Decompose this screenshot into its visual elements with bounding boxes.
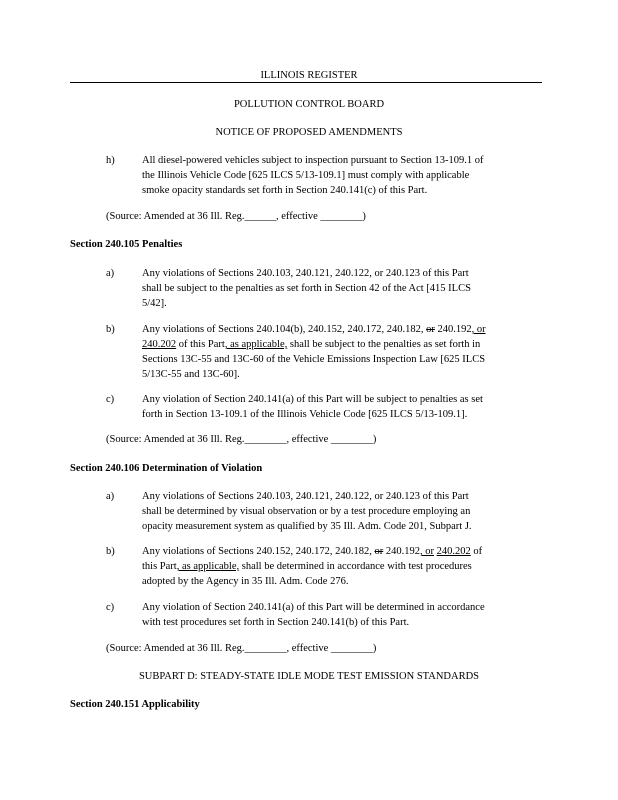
- section-heading-240-151: Section 240.151 Applicability: [70, 699, 200, 710]
- text-line: opacity measurement system as qualified by 35 Ill. Adm. Code 201, Subpart J.: [142, 521, 472, 532]
- item-b-label: b): [106, 546, 115, 557]
- text-line: Any violations of Sections 240.103, 240.121, 240.122, or 240.123 of this Part: [142, 268, 469, 279]
- text-line: Sections 13C-55 and 13C-60 of the Vehicle Emissions Inspection Law [625 ILCS: [142, 354, 486, 365]
- item-b-text: [142, 544, 544, 589]
- inserted-text: 240.202: [142, 339, 177, 350]
- text-line: this Part, as applicable, shall be determined in accordance with test procedures: [142, 561, 472, 572]
- item-c-label: c): [106, 394, 115, 405]
- source-note: (Source: Amended at 36 Ill. Reg.______, effective ________): [106, 211, 366, 222]
- text-line: adopted by the Agency in 35 Ill. Adm. Code 276.: [142, 576, 349, 587]
- item-h-line: the Illinois Vehicle Code [625 ILCS 5/13-109.1] must comply with applicable: [142, 170, 470, 181]
- text-line: shall be determined by visual observation or by a test procedure employing an: [142, 506, 471, 517]
- text-line: 5/13C-55 and 13C-60].: [142, 369, 240, 380]
- item-a-text: [142, 266, 544, 311]
- notice-title: NOTICE OF PROPOSED AMENDMENTS: [215, 127, 403, 138]
- inserted-text: , or: [419, 546, 434, 557]
- item-h-label: h): [106, 155, 115, 166]
- register-title: ILLINOIS REGISTER: [260, 70, 358, 81]
- text-line: shall be subject to the penalties as set forth in Section 42 of the Act [415 ILCS: [142, 283, 471, 294]
- inserted-text: , as applicable,: [224, 339, 288, 350]
- inserted-text: 240.202: [436, 546, 471, 557]
- text-line: 5/42].: [142, 298, 167, 309]
- item-b-text: [142, 322, 544, 382]
- section-heading-240-106: Section 240.106 Determination of Violation: [70, 463, 263, 474]
- deleted-text: or: [374, 546, 384, 557]
- item-h-line: All diesel-powered vehicles subject to inspection pursuant to Section 13-109.1 of: [142, 155, 484, 166]
- text-line: Any violations of Sections 240.104(b), 240.152, 240.172, 240.182, or 240.192, or: [142, 324, 486, 335]
- item-c-text: [142, 600, 544, 630]
- item-c-text: [142, 392, 544, 422]
- inserted-text: , as applicable,: [176, 561, 240, 572]
- source-note: (Source: Amended at 36 Ill. Reg.________, effective ________): [106, 434, 377, 445]
- item-h-line: smoke opacity standards set forth in Section 240.141(c) of this Part.: [142, 185, 428, 196]
- source-note: (Source: Amended at 36 Ill. Reg.________, effective ________): [106, 643, 377, 654]
- deleted-text: or: [426, 324, 435, 335]
- item-a-label: a): [106, 491, 115, 502]
- text-line: forth in Section 13-109.1 of the Illinois Vehicle Code [625 ILCS 5/13-109.1].: [142, 409, 468, 420]
- item-b-label: b): [106, 324, 115, 335]
- item-h-text: [142, 153, 544, 198]
- subpart-heading: SUBPART D: STEADY-STATE IDLE MODE TEST EMISSION STANDARDS: [138, 671, 480, 682]
- board-title: POLLUTION CONTROL BOARD: [233, 99, 385, 110]
- text-line: Any violations of Sections 240.103, 240.121, 240.122, or 240.123 of this Part: [142, 491, 469, 502]
- text-line: with test procedures set forth in Section 240.141(b) of this Part.: [142, 617, 410, 628]
- text-line: Any violation of Section 240.141(a) of this Part will be subject to penalties as set: [142, 394, 483, 405]
- inserted-text: , or: [471, 324, 486, 335]
- item-a-text: [142, 489, 544, 534]
- section-heading-240-105: Section 240.105 Penalties: [70, 239, 183, 250]
- text-line: Any violation of Section 240.141(a) of this Part will be determined in accordance: [142, 602, 485, 613]
- item-c-label: c): [106, 602, 115, 613]
- item-a-label: a): [106, 268, 115, 279]
- text-line: Any violations of Sections 240.152, 240.172, 240.182, or 240.192, or 240.202 of: [142, 546, 483, 557]
- header-rule: [70, 82, 542, 83]
- text-line: 240.202 of this Part, as applicable, shall be subject to the penalties as set forth in: [142, 339, 481, 350]
